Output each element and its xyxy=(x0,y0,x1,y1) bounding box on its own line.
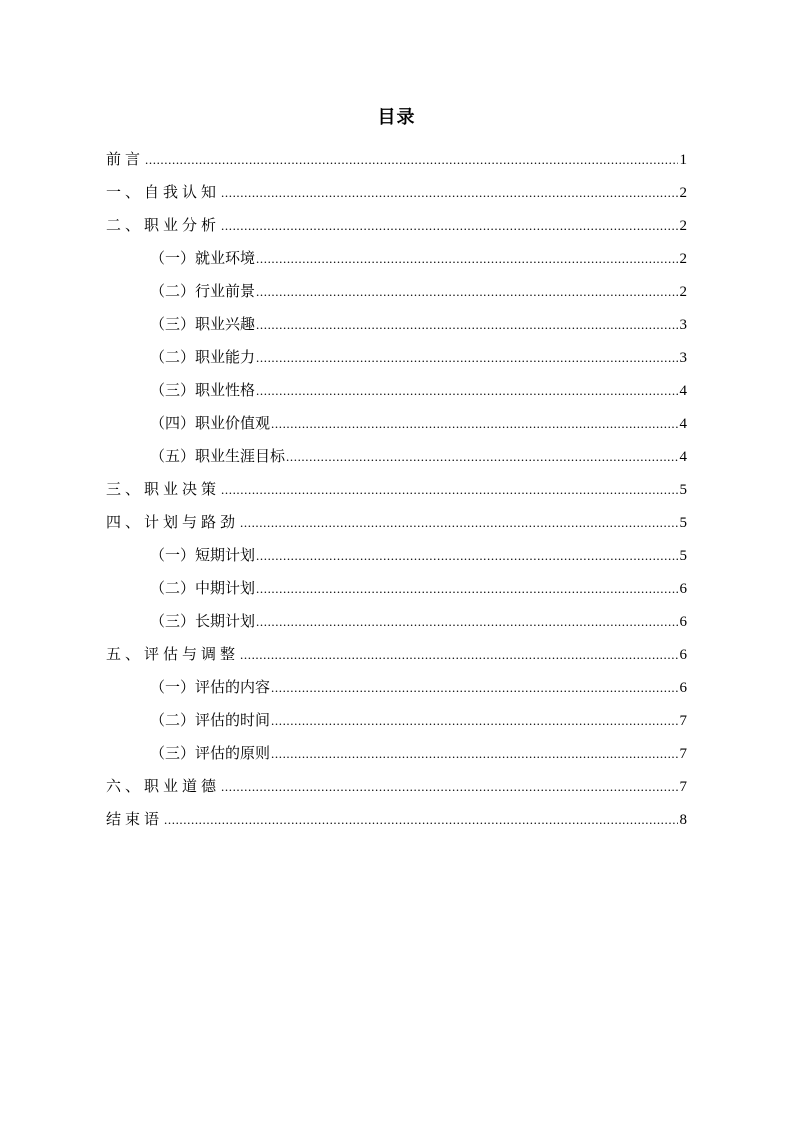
toc-entry[interactable] xyxy=(106,341,687,374)
dot-leader xyxy=(256,572,678,605)
toc-entry-label: 三、职业决策 xyxy=(106,480,221,498)
toc-entry-label: （一）短期计划 xyxy=(150,546,256,564)
toc-entry[interactable] xyxy=(106,770,687,803)
toc-entry-page: 4 xyxy=(679,416,687,432)
toc-entry-label: 一、自我认知 xyxy=(106,183,221,201)
dot-leader xyxy=(221,473,678,506)
toc-entry-page: 6 xyxy=(679,614,687,630)
toc-entry-label: 结束语 xyxy=(106,810,164,828)
toc-entry-label: （四）职业价值观 xyxy=(150,414,271,432)
toc-entry-page: 7 xyxy=(679,746,687,762)
toc-entry-label: （一）评估的内容 xyxy=(150,678,271,696)
dot-leader xyxy=(164,803,678,836)
dot-leader xyxy=(256,539,678,572)
toc-entry-page: 2 xyxy=(679,251,687,267)
toc-entry[interactable] xyxy=(106,671,687,704)
toc-entry-label: （二）中期计划 xyxy=(150,579,256,597)
toc-entry[interactable] xyxy=(106,176,687,209)
toc-entry[interactable] xyxy=(106,737,687,770)
dot-leader xyxy=(221,770,678,803)
toc-entry[interactable] xyxy=(106,275,687,308)
dot-leader xyxy=(271,737,678,770)
toc-entry-page: 1 xyxy=(679,152,687,168)
toc-entry[interactable] xyxy=(106,473,687,506)
toc-entry-page: 2 xyxy=(679,284,687,300)
toc-entry-page: 3 xyxy=(679,350,687,366)
dot-leader xyxy=(271,671,678,704)
toc-entry-page: 2 xyxy=(679,218,687,234)
toc-entry[interactable] xyxy=(106,242,687,275)
toc-entry-page: 7 xyxy=(679,779,687,795)
dot-leader xyxy=(145,143,678,176)
dot-leader xyxy=(221,176,678,209)
dot-leader xyxy=(271,407,678,440)
dot-leader xyxy=(221,209,678,242)
dot-leader xyxy=(256,374,678,407)
dot-leader xyxy=(256,605,678,638)
toc-entry-label: （五）职业生涯目标 xyxy=(150,447,286,465)
toc-entry-label: （三）职业性格 xyxy=(150,381,256,399)
toc-entry[interactable] xyxy=(106,704,687,737)
toc-entry[interactable] xyxy=(106,638,687,671)
toc-entry-label: 二、职业分析 xyxy=(106,216,221,234)
toc-entry-label: （三）评估的原则 xyxy=(150,744,271,762)
dot-leader xyxy=(256,242,678,275)
toc-entry-page: 7 xyxy=(679,713,687,729)
toc-entry-label: 前言 xyxy=(106,150,145,168)
dot-leader xyxy=(271,704,678,737)
page-title: 目录 xyxy=(377,107,416,128)
toc-entry-page: 4 xyxy=(679,383,687,399)
toc-entry-label: （二）行业前景 xyxy=(150,282,256,300)
dot-leader xyxy=(256,308,678,341)
toc-entry[interactable] xyxy=(106,506,687,539)
toc-entry-page: 4 xyxy=(679,449,687,465)
toc-entry-label: （一）就业环境 xyxy=(150,249,256,267)
toc-entry[interactable] xyxy=(106,407,687,440)
toc-entry[interactable] xyxy=(106,572,687,605)
toc-entry-page: 5 xyxy=(679,515,687,531)
toc-entry[interactable] xyxy=(106,143,687,176)
dot-leader xyxy=(286,440,678,473)
toc-entry-page: 3 xyxy=(679,317,687,333)
toc-entry[interactable] xyxy=(106,605,687,638)
toc-entry-page: 2 xyxy=(679,185,687,201)
toc-entry-page: 6 xyxy=(679,680,687,696)
table-of-contents xyxy=(106,143,687,836)
toc-entry-label: 五、评估与调整 xyxy=(106,645,240,663)
toc-entry-label: （二）评估的时间 xyxy=(150,711,271,729)
dot-leader xyxy=(256,275,678,308)
toc-entry[interactable] xyxy=(106,374,687,407)
toc-entry-page: 6 xyxy=(679,647,687,663)
toc-entry-page: 8 xyxy=(679,812,687,828)
toc-entry[interactable] xyxy=(106,440,687,473)
toc-entry-page: 6 xyxy=(679,581,687,597)
toc-entry[interactable] xyxy=(106,308,687,341)
toc-entry[interactable] xyxy=(106,803,687,836)
toc-entry[interactable] xyxy=(106,539,687,572)
toc-entry-label: （二）职业能力 xyxy=(150,348,256,366)
toc-entry-page: 5 xyxy=(679,482,687,498)
toc-entry[interactable] xyxy=(106,209,687,242)
dot-leader xyxy=(256,341,678,374)
dot-leader xyxy=(240,506,678,539)
toc-entry-label: （三）职业兴趣 xyxy=(150,315,256,333)
toc-entry-label: （三）长期计划 xyxy=(150,612,256,630)
toc-entry-page: 5 xyxy=(679,548,687,564)
dot-leader xyxy=(240,638,678,671)
toc-entry-label: 四、计划与路劲 xyxy=(106,513,240,531)
toc-entry-label: 六、职业道德 xyxy=(106,777,221,795)
